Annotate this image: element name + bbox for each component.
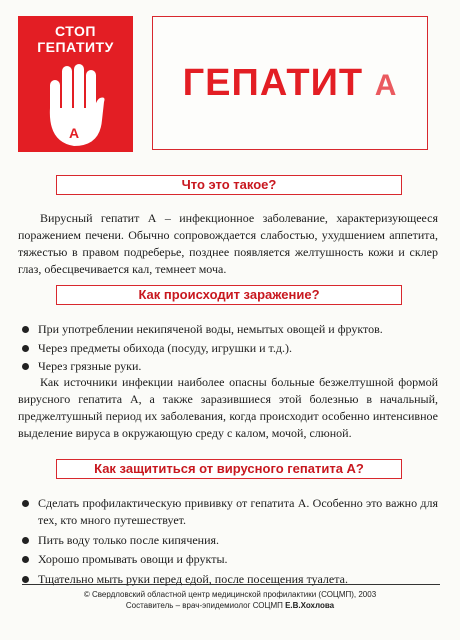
footer-author-name: Е.В.Хохлова bbox=[285, 601, 335, 610]
bullet-icon bbox=[22, 326, 29, 333]
list-item bbox=[18, 551, 438, 568]
protection-list bbox=[18, 495, 438, 590]
section-heading-what-is-it: Что это такое? bbox=[56, 175, 402, 195]
stop-hepatitis-logo bbox=[18, 16, 133, 152]
title-main: ГЕПАТИТ bbox=[182, 62, 364, 104]
logo-line-2: ГЕПАТИТУ bbox=[37, 39, 114, 55]
footer-divider bbox=[22, 584, 440, 585]
list-item-text: При употреблении некипяченой воды, немытых овощей и фруктов. bbox=[38, 322, 383, 336]
list-item bbox=[18, 340, 438, 357]
list-item-text: Через грязные руки. bbox=[38, 359, 142, 373]
page-title bbox=[153, 61, 427, 108]
list-item-text: Тщательно мыть руки перед едой, после посещения туалета. bbox=[38, 571, 348, 586]
title-box bbox=[152, 16, 428, 150]
bullet-icon bbox=[22, 500, 29, 507]
section-text-what-is-it: Вирусный гепатит А – инфекционное заболевание, характеризующееся поражением печени. Обычно сопровождается слабостью, ухудшением аппетита, тяжестью в правом подреберье, позднее появляется желтушность кожи и склер глаз, обесцвечивается кал, темнеет моча. bbox=[18, 211, 438, 276]
hand-stop-icon bbox=[44, 62, 108, 148]
footer-author bbox=[0, 601, 460, 611]
list-item-text: Пить воду только после кипячения. bbox=[38, 532, 220, 547]
section-heading-transmission: Как происходит заражение? bbox=[56, 285, 402, 305]
list-item-text: Хорошо промывать овощи и фрукты. bbox=[38, 552, 228, 566]
bullet-icon bbox=[22, 345, 29, 352]
transmission-list bbox=[18, 321, 438, 377]
list-item bbox=[18, 495, 438, 529]
section-text-infection-sources: Как источники инфекции наиболее опасны больные безжелтушной формой вирусного гепатита А, а также заразившиеся этой болезнью в начальный, преджелтушный период их заболевания, когда происходит особенно интенсивное выделение вируса в окружающую среду с калом, мочой, слюной. bbox=[18, 375, 438, 440]
list-item-text: Через предметы обихода (посуду, игрушки и т.д.). bbox=[38, 340, 292, 355]
logo-letter: A bbox=[68, 125, 80, 141]
bullet-icon bbox=[22, 556, 29, 563]
bullet-icon bbox=[22, 576, 29, 583]
list-item bbox=[18, 358, 438, 375]
footer-author-prefix: Составитель – врач-эпидемиолог СОЦМП bbox=[125, 601, 286, 610]
list-item bbox=[18, 321, 438, 338]
bullet-icon bbox=[22, 537, 29, 544]
section-heading-protection: Как защититься от вирусного гепатита А? bbox=[56, 459, 402, 479]
footer-copyright: © Свердловский областной центр медицинской профилактики (СОЦМП), 2003 bbox=[83, 590, 377, 599]
title-letter: А bbox=[374, 69, 398, 102]
logo-line-1: СТОП bbox=[55, 23, 96, 39]
list-item-text: Сделать профилактическую прививку от гепатита А. Особенно это важно для тех, кто много путешествует. bbox=[38, 496, 438, 527]
list-item bbox=[18, 532, 438, 549]
bullet-icon bbox=[22, 363, 29, 370]
